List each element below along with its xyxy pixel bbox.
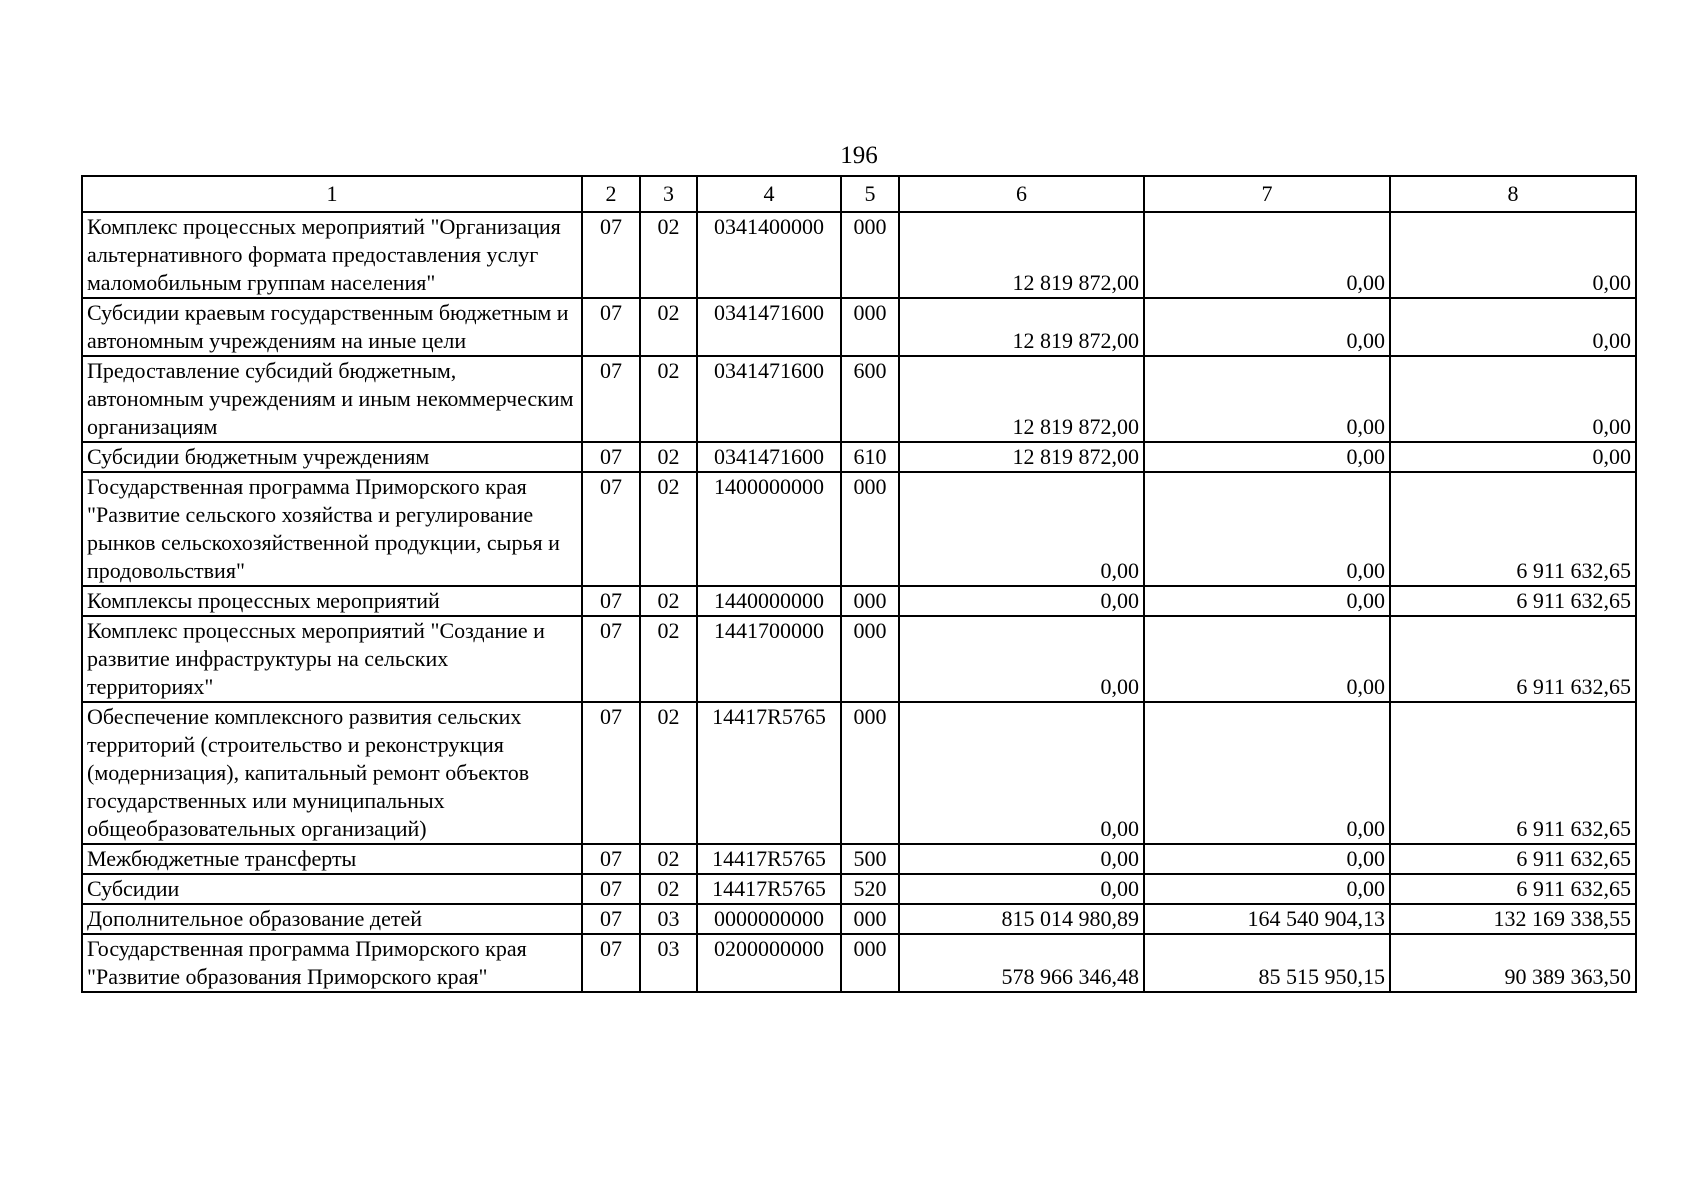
header-cell-3: 3 [640, 176, 697, 212]
amount-col6-cell: 12 819 872,00 [899, 442, 1144, 472]
row-name-cell: Дополнительное образование детей [82, 904, 582, 934]
row-name-cell: Предоставление субсидий бюджетным, автономным учреждениям и иным некоммерческим организациям [82, 356, 582, 442]
header-cell-8: 8 [1390, 176, 1636, 212]
table-row [82, 472, 1636, 586]
table-row [82, 586, 1636, 616]
amount-col8-cell: 0,00 [1390, 356, 1636, 442]
subsection-code-cell: 02 [640, 702, 697, 844]
header-cell-5: 5 [841, 176, 899, 212]
expense-type-cell: 000 [841, 702, 899, 844]
row-name-cell: Субсидии [82, 874, 582, 904]
amount-col6-cell: 0,00 [899, 844, 1144, 874]
target-article-cell: 14417R5765 [697, 844, 841, 874]
header-row [82, 176, 1636, 212]
expense-type-cell: 000 [841, 616, 899, 702]
target-article-cell: 1400000000 [697, 472, 841, 586]
row-name-cell: Комплекс процессных мероприятий "Создание и развитие инфраструктуры на сельских территориях" [82, 616, 582, 702]
section-code-cell: 07 [582, 874, 640, 904]
table-row [82, 616, 1636, 702]
subsection-code-cell: 02 [640, 472, 697, 586]
row-name-cell: Субсидии бюджетным учреждениям [82, 442, 582, 472]
amount-col7-cell: 0,00 [1144, 472, 1390, 586]
amount-col7-cell: 0,00 [1144, 586, 1390, 616]
table-row [82, 298, 1636, 356]
subsection-code-cell: 02 [640, 442, 697, 472]
subsection-code-cell: 02 [640, 616, 697, 702]
header-cell-1: 1 [82, 176, 582, 212]
amount-col7-cell: 0,00 [1144, 298, 1390, 356]
amount-col6-cell: 12 819 872,00 [899, 298, 1144, 356]
section-code-cell: 07 [582, 702, 640, 844]
amount-col7-cell: 85 515 950,15 [1144, 934, 1390, 992]
expense-type-cell: 500 [841, 844, 899, 874]
amount-col7-cell: 0,00 [1144, 874, 1390, 904]
table-body [82, 176, 1636, 992]
table-row [82, 702, 1636, 844]
section-code-cell: 07 [582, 904, 640, 934]
subsection-code-cell: 02 [640, 212, 697, 298]
subsection-code-cell: 02 [640, 356, 697, 442]
target-article-cell: 0341471600 [697, 298, 841, 356]
amount-col8-cell: 6 911 632,65 [1390, 702, 1636, 844]
section-code-cell: 07 [582, 616, 640, 702]
table-row [82, 904, 1636, 934]
amount-col6-cell: 12 819 872,00 [899, 356, 1144, 442]
table-row [82, 356, 1636, 442]
expense-type-cell: 600 [841, 356, 899, 442]
section-code-cell: 07 [582, 472, 640, 586]
target-article-cell: 14417R5765 [697, 874, 841, 904]
amount-col6-cell: 12 819 872,00 [899, 212, 1144, 298]
amount-col8-cell: 6 911 632,65 [1390, 472, 1636, 586]
amount-col6-cell: 0,00 [899, 472, 1144, 586]
amount-col8-cell: 6 911 632,65 [1390, 874, 1636, 904]
amount-col8-cell: 132 169 338,55 [1390, 904, 1636, 934]
row-name-cell: Субсидии краевым государственным бюджетным и автономным учреждениям на иные цели [82, 298, 582, 356]
section-code-cell: 07 [582, 586, 640, 616]
amount-col8-cell: 0,00 [1390, 298, 1636, 356]
subsection-code-cell: 03 [640, 904, 697, 934]
amount-col6-cell: 0,00 [899, 616, 1144, 702]
expense-type-cell: 000 [841, 904, 899, 934]
target-article-cell: 0341471600 [697, 356, 841, 442]
budget-table [81, 175, 1637, 993]
amount-col8-cell: 6 911 632,65 [1390, 586, 1636, 616]
amount-col7-cell: 0,00 [1144, 616, 1390, 702]
subsection-code-cell: 02 [640, 844, 697, 874]
amount-col7-cell: 0,00 [1144, 844, 1390, 874]
amount-col6-cell: 0,00 [899, 586, 1144, 616]
amount-col7-cell: 0,00 [1144, 702, 1390, 844]
amount-col7-cell: 0,00 [1144, 212, 1390, 298]
table-row [82, 442, 1636, 472]
row-name-cell: Обеспечение комплексного развития сельских территорий (строительство и реконструкция (модернизация), капитальный ремонт объектов государственных или муниципальных общеобразовательных организаций) [82, 702, 582, 844]
section-code-cell: 07 [582, 844, 640, 874]
header-cell-2: 2 [582, 176, 640, 212]
expense-type-cell: 610 [841, 442, 899, 472]
amount-col8-cell: 6 911 632,65 [1390, 844, 1636, 874]
table-row [82, 212, 1636, 298]
amount-col8-cell: 0,00 [1390, 212, 1636, 298]
target-article-cell: 1441700000 [697, 616, 841, 702]
section-code-cell: 07 [582, 442, 640, 472]
expense-type-cell: 000 [841, 212, 899, 298]
amount-col6-cell: 0,00 [899, 702, 1144, 844]
target-article-cell: 14417R5765 [697, 702, 841, 844]
amount-col6-cell: 578 966 346,48 [899, 934, 1144, 992]
subsection-code-cell: 02 [640, 298, 697, 356]
amount-col8-cell: 6 911 632,65 [1390, 616, 1636, 702]
subsection-code-cell: 03 [640, 934, 697, 992]
row-name-cell: Государственная программа Приморского края "Развитие образования Приморского края" [82, 934, 582, 992]
amount-col7-cell: 164 540 904,13 [1144, 904, 1390, 934]
row-name-cell: Государственная программа Приморского края "Развитие сельского хозяйства и регулирование рынков сельскохозяйственной продукции, сырья и продовольствия" [82, 472, 582, 586]
expense-type-cell: 000 [841, 586, 899, 616]
amount-col6-cell: 815 014 980,89 [899, 904, 1144, 934]
table-row [82, 874, 1636, 904]
header-cell-4: 4 [697, 176, 841, 212]
subsection-code-cell: 02 [640, 874, 697, 904]
page-number: 196 [840, 142, 878, 169]
expense-type-cell: 000 [841, 472, 899, 586]
expense-type-cell: 000 [841, 934, 899, 992]
amount-col8-cell: 90 389 363,50 [1390, 934, 1636, 992]
row-name-cell: Комплексы процессных мероприятий [82, 586, 582, 616]
section-code-cell: 07 [582, 212, 640, 298]
table-row [82, 934, 1636, 992]
section-code-cell: 07 [582, 356, 640, 442]
expense-type-cell: 000 [841, 298, 899, 356]
amount-col7-cell: 0,00 [1144, 442, 1390, 472]
amount-col6-cell: 0,00 [899, 874, 1144, 904]
expense-type-cell: 520 [841, 874, 899, 904]
section-code-cell: 07 [582, 934, 640, 992]
table-row [82, 844, 1636, 874]
header-cell-6: 6 [899, 176, 1144, 212]
target-article-cell: 1440000000 [697, 586, 841, 616]
amount-col8-cell: 0,00 [1390, 442, 1636, 472]
row-name-cell: Межбюджетные трансферты [82, 844, 582, 874]
row-name-cell: Комплекс процессных мероприятий "Организация альтернативного формата предоставления услуг маломобильным группам населения" [82, 212, 582, 298]
amount-col7-cell: 0,00 [1144, 356, 1390, 442]
target-article-cell: 0341471600 [697, 442, 841, 472]
target-article-cell: 0341400000 [697, 212, 841, 298]
target-article-cell: 0000000000 [697, 904, 841, 934]
section-code-cell: 07 [582, 298, 640, 356]
target-article-cell: 0200000000 [697, 934, 841, 992]
subsection-code-cell: 02 [640, 586, 697, 616]
header-cell-7: 7 [1144, 176, 1390, 212]
